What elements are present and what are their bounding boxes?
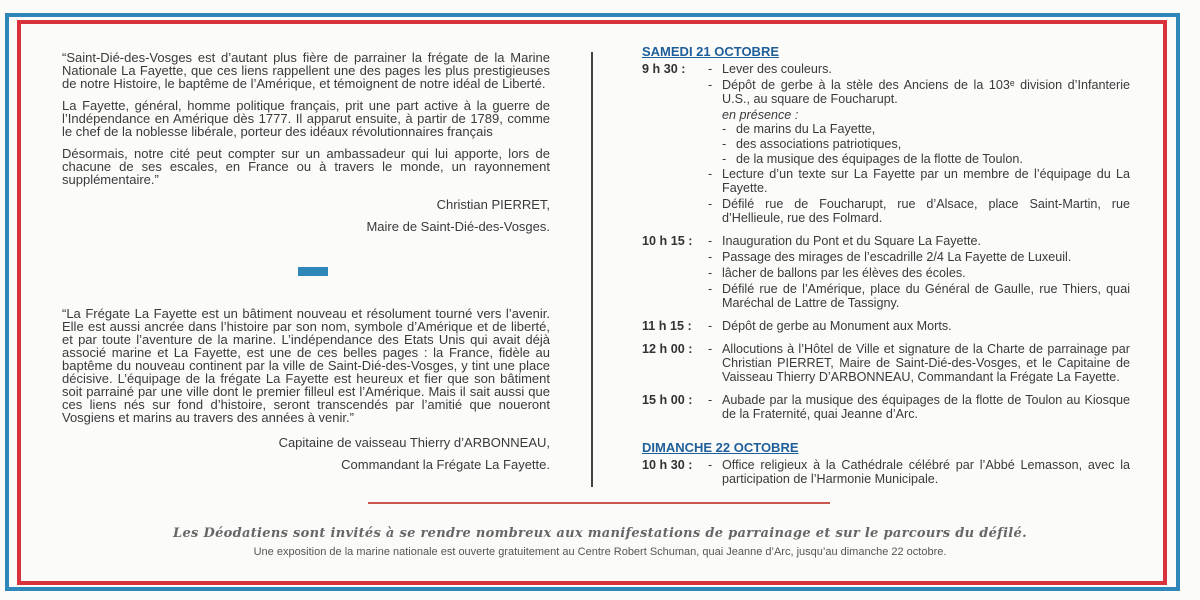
event-item: Dépôt de gerbe au Monument aux Morts. xyxy=(722,319,952,333)
event-item: Passage des mirages de l’escadrille 2/4 La Fayette de Luxeuil. xyxy=(722,250,1072,264)
dash: - xyxy=(722,137,727,151)
dash: - xyxy=(708,78,713,92)
column-divider xyxy=(591,52,593,487)
dash: - xyxy=(708,282,713,296)
signature-title: Maire de Saint-Dié-des-Vosges. xyxy=(366,219,550,234)
signature-name: Capitaine de vaisseau Thierry d’ARBONNEAU, xyxy=(278,435,550,450)
day-heading-saturday: SAMEDI 21 OCTOBRE xyxy=(642,44,780,59)
dash: - xyxy=(708,197,713,211)
slot-time: 9 h 30 : xyxy=(642,62,686,76)
program-schedule xyxy=(642,45,1130,495)
dash: - xyxy=(708,319,713,333)
presence-item: des associations patriotiques, xyxy=(736,137,902,151)
event-item: Inauguration du Pont et du Square La Fayette. xyxy=(722,234,982,248)
quote-paragraph: La Fayette, général, homme politique français, prit une part active à la guerre de l’Indépendance en Amérique dès 1777. Il apparut ensuite, à partir de 1789, comme le chef de la noblesse libérale, porteur des idéaux révolutionnaires français xyxy=(62,98,550,139)
slot-time: 15 h 00 : xyxy=(642,393,693,407)
event-item: Défilé rue de Foucharupt, rue d’Alsace, place Saint-Martin, rue d’Hellieule, rue des Folmard. xyxy=(722,197,1130,225)
day-heading-sunday: DIMANCHE 22 OCTOBRE xyxy=(642,440,799,455)
presence-item: de la musique des équipages de la flotte de Toulon. xyxy=(736,152,1023,166)
dash: - xyxy=(708,167,713,181)
slot-time: 10 h 15 : xyxy=(642,234,693,248)
dash: - xyxy=(708,342,713,356)
invitation-line: Les Déodatiens sont invités à se rendre nombreux aux manifestations de parrainage et sur le parcours du défilé. xyxy=(173,526,1027,541)
event-item: lâcher de ballons par les élèves des écoles. xyxy=(722,266,966,280)
signature-title: Commandant la Frégate La Fayette. xyxy=(341,457,550,472)
presence-label: en présence : xyxy=(722,108,799,122)
quote-paragraph: “Saint-Dié-des-Vosges est d’autant plus fière de parrainer la frégate de la Marine Nationale La Fayette, que ces liens rappellent une des pages les plus prestigieuses de notre Histoire, le baptême de l’Amérique, et témoignent de notre idéal de Liberté. xyxy=(62,50,550,91)
dash: - xyxy=(708,234,713,248)
dash: - xyxy=(722,152,727,166)
red-rule xyxy=(368,502,830,504)
schedule-slot xyxy=(642,234,1130,312)
dash: - xyxy=(708,458,713,472)
schedule-slot xyxy=(642,458,1130,488)
event-item: Dépôt de gerbe à la stèle des Anciens de la 103ᵉ division d’Infanterie U.S., au square de Foucharupt. xyxy=(722,78,1130,106)
schedule-slot xyxy=(642,319,1130,335)
dash: - xyxy=(708,266,713,280)
quote-paragraph: “La Frégate La Fayette est un bâtiment nouveau et résolument tourné vers l’avenir. Elle est aussi ancrée dans l’histoire par son nom, symbole d’Amérique et de liberté, et par toute l’aventure de la marine. L’indépendance des Etats Unis qui avait déjà associé marine et La Fayette, est une de ces belles pages : la France, fidèle au baptême du nouveau continent par la ville de Saint-Dié-des-Vosges, y tint une place décisive. L’équipage de la frégate La Fayette est heureux et fier que son bâtiment soit parrainé par une ville dont le premier filleul est l’Amérique. Mais il sait aussi que ces liens nés sur fond d’histoire, seront transcendés par l’amitié que noueront Vosgiens et marins au travers des années à venir.” xyxy=(62,306,550,425)
schedule-slot xyxy=(642,62,1130,227)
slot-time: 10 h 30 : xyxy=(642,458,693,472)
slot-time: 11 h 15 : xyxy=(642,319,692,333)
exhibition-notice: Une exposition de la marine nationale est ouverte gratuitement au Centre Robert Schuman, quai Jeanne d’Arc, jusqu’au dimanche 22 octobre. xyxy=(253,546,947,558)
schedule-slot xyxy=(642,393,1130,423)
schedule-slot xyxy=(642,342,1130,386)
event-item: Lecture d’un texte sur La Fayette par un membre de l’équipage du La Fayette. xyxy=(722,167,1130,195)
event-item: Aubade par la musique des équipages de la flotte de Toulon au Kiosque de la Fraternité, quai Jeanne d’Arc. xyxy=(722,393,1130,421)
slot-time: 12 h 00 : xyxy=(642,342,693,356)
event-item: Office religieux à la Cathédrale célébré par l’Abbé Lemasson, avec la participation de l’Harmonie Municipale. xyxy=(722,458,1130,486)
dash: - xyxy=(722,122,727,136)
mayor-quote xyxy=(62,51,550,242)
signature-name: Christian PIERRET, xyxy=(436,197,550,212)
event-item: Lever des couleurs. xyxy=(722,62,832,76)
quote-paragraph: Désormais, notre cité peut compter sur un ambassadeur qui lui apporte, lors de chacune de ses escales, en France ou à travers le monde, un rayonnement supplémentaire.” xyxy=(62,146,550,187)
blue-separator-mark xyxy=(298,267,328,276)
event-item: Défilé rue de l’Amérique, place du Général de Gaulle, rue Thiers, quai Maréchal de Lattre de Tassigny. xyxy=(722,282,1130,310)
dash: - xyxy=(708,250,713,264)
presence-item: de marins du La Fayette, xyxy=(736,122,876,136)
event-item: Allocutions à l’Hôtel de Ville et signature de la Charte de parrainage par Christian PIERRET, Maire de Saint-Dié-des-Vosges, et le Capitaine de Vaisseau Thierry D’ARBONNEAU, Commandant la Frégate La Fayette. xyxy=(722,342,1130,384)
dash: - xyxy=(708,62,713,76)
commander-quote xyxy=(62,307,550,480)
dash: - xyxy=(708,393,713,407)
